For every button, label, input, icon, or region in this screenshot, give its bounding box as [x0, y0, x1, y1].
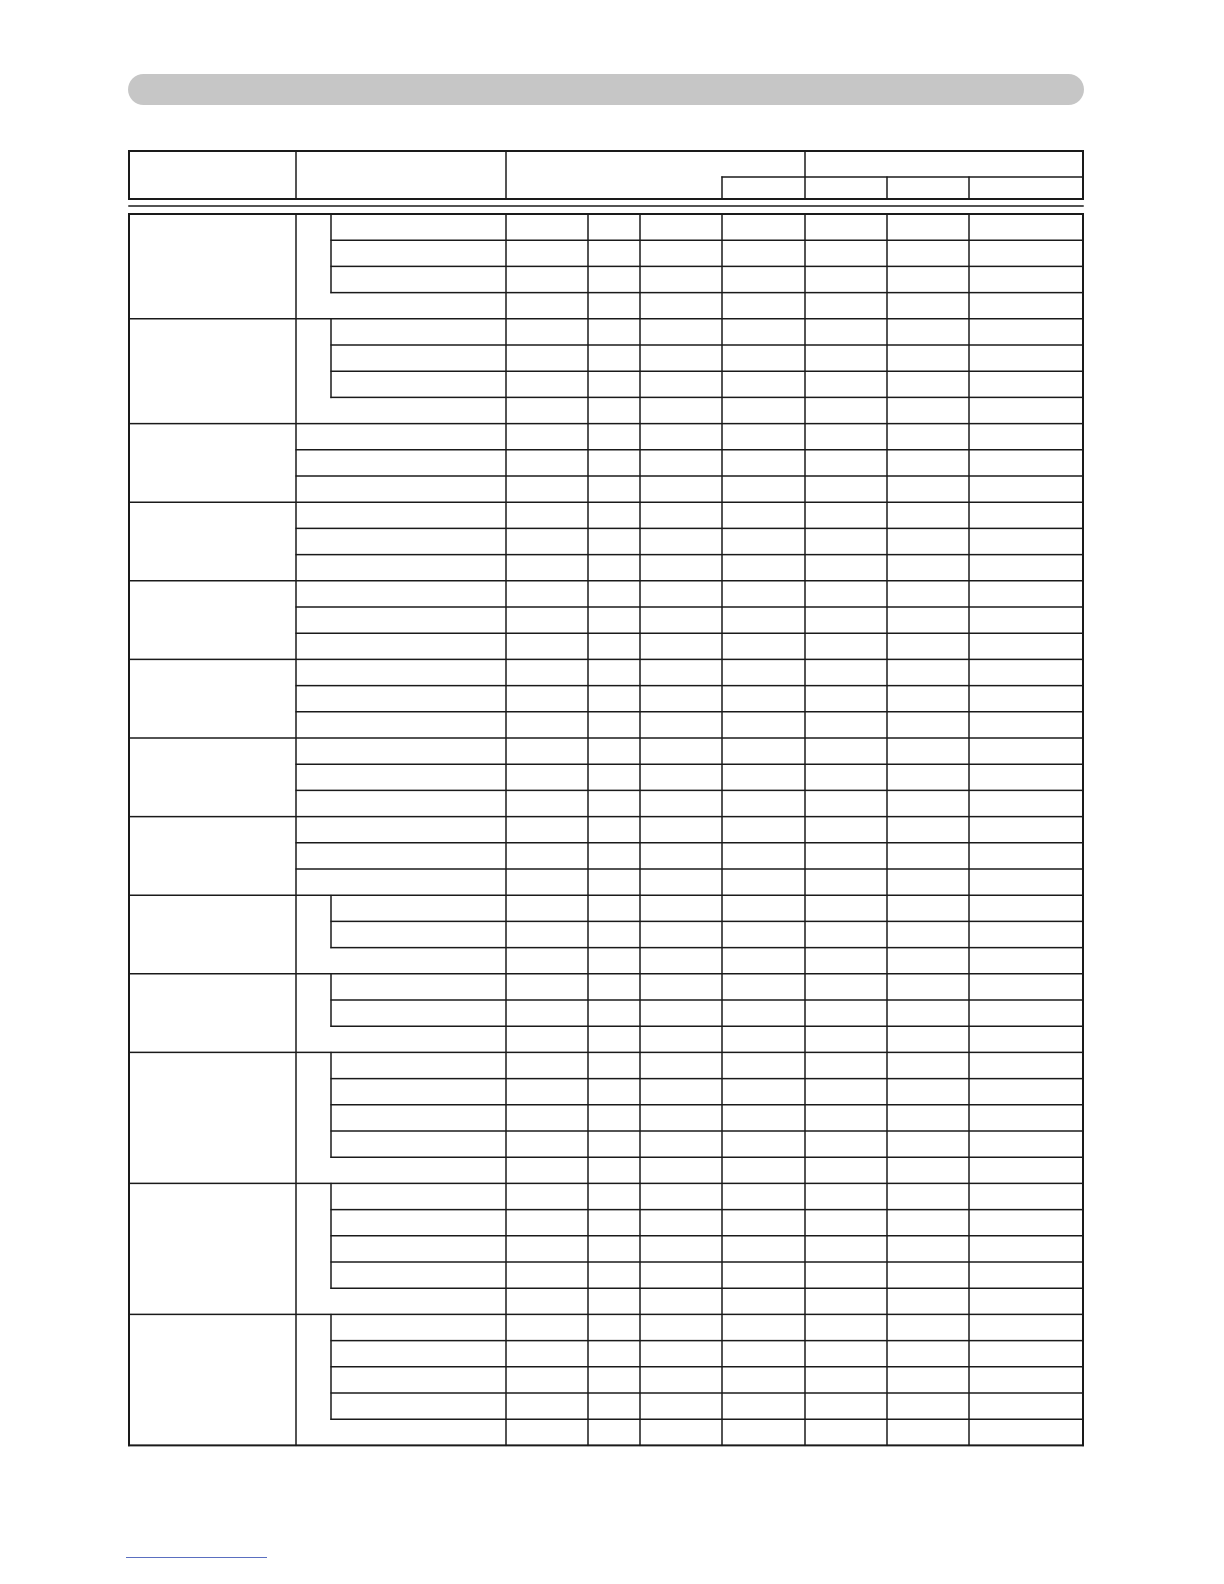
footer-rule — [126, 1557, 267, 1558]
